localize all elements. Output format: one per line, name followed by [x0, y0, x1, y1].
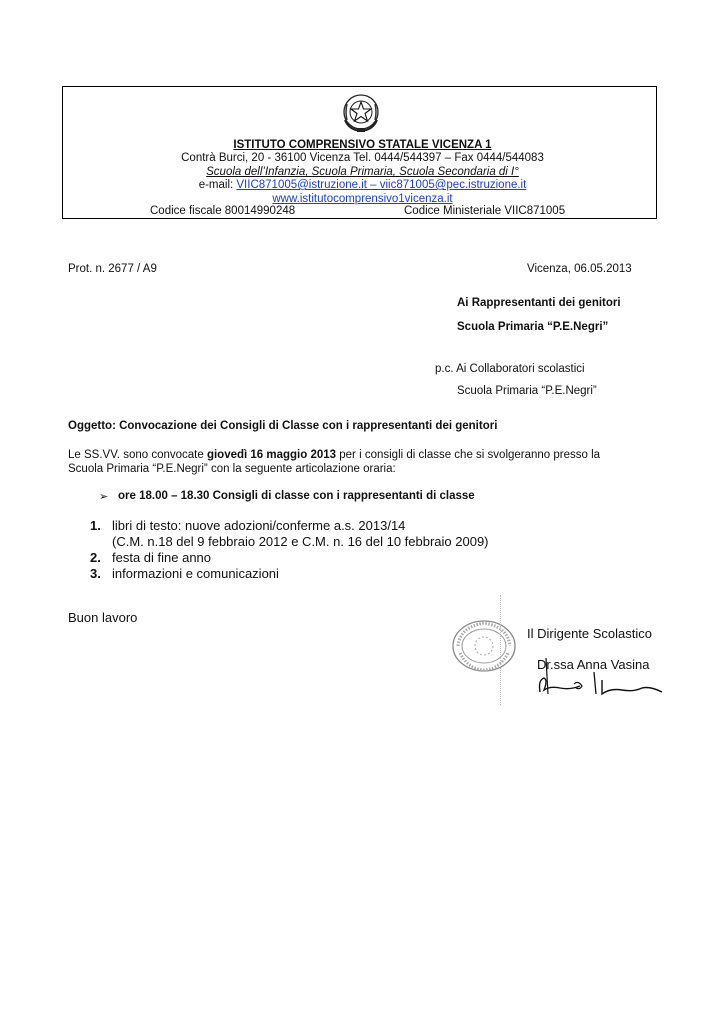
- bullet-arrow-icon: ➢: [99, 491, 109, 503]
- republic-emblem-icon: [339, 90, 383, 134]
- agenda-item: [90, 518, 405, 534]
- scan-mark: [500, 595, 502, 705]
- agenda-number: 3.: [90, 566, 101, 581]
- agenda-text: informazioni e comunicazioni: [112, 566, 279, 581]
- agenda-text: festa di fine anno: [112, 550, 212, 565]
- agenda-number: 2.: [90, 550, 101, 565]
- recipient-line-2: Scuola Primaria “P.E.Negri”: [457, 321, 609, 333]
- email-link[interactable]: VIIC871005@istruzione.it – viic871005@pec.istruzione.it: [236, 179, 527, 191]
- school-stamp-icon: [448, 615, 520, 675]
- fiscal-code: Codice fiscale 80014990248: [150, 205, 296, 217]
- agenda-number: 1.: [90, 518, 101, 533]
- schedule-bullet: ore 18.00 – 18.30 Consigli di classe con i rappresentanti di classe: [118, 490, 475, 502]
- recipient-line-1: Ai Rappresentanti dei genitori: [457, 297, 621, 309]
- subject-line: Oggetto: Convocazione dei Consigli di Classe con i rappresentanti dei genitori: [68, 420, 498, 432]
- email-line: [0, 178, 725, 192]
- address-line: Contrà Burci, 20 - 36100 Vicenza Tel. 0444/544397 – Fax 0444/544083: [181, 152, 544, 164]
- agenda-item-reference: (C.M. n.18 del 9 febbraio 2012 e C.M. n. 16 del 10 febbraio 2009): [112, 534, 489, 549]
- body-paragraph-line-2: Scuola Primaria “P.E.Negri” con la seguente articolazione oraria:: [68, 463, 396, 475]
- handwritten-signature: [530, 650, 670, 700]
- body-paragraph-line-1: [68, 448, 600, 463]
- email-label: e-mail:: [198, 179, 237, 191]
- closing-greeting: Buon lavoro: [68, 610, 138, 625]
- ministry-code: Codice Ministeriale VIIC871005: [404, 205, 566, 217]
- body-text-end: per i consigli di classe che si svolgeranno presso la: [336, 449, 601, 461]
- agenda-text: libri di testo: nuove adozioni/conferme a.s. 2013/14: [112, 518, 406, 533]
- agenda-item: [90, 550, 211, 566]
- institute-name: ISTITUTO COMPRENSIVO STATALE VICENZA 1: [233, 139, 492, 151]
- signatory-name: Dr.ssa Anna Vasina: [537, 657, 650, 672]
- protocol-number: Prot. n. 2677 / A9: [68, 263, 157, 275]
- agenda-item: [90, 566, 279, 582]
- website-line: [0, 192, 725, 206]
- schools-line: [0, 165, 725, 179]
- place-date: Vicenza, 06.05.2013: [527, 263, 632, 275]
- cc-line-1: p.c. Ai Collaboratori scolastici: [435, 363, 585, 375]
- meeting-date: giovedì 16 maggio 2013: [206, 449, 337, 461]
- website-link[interactable]: www.istitutocomprensivo1vicenza.it: [272, 193, 453, 205]
- signature-role: Il Dirigente Scolastico: [527, 626, 652, 641]
- schools-text: Scuola dell’Infanzia, Scuola Primaria, Scuola Secondaria di I°: [206, 166, 519, 178]
- body-text-start: Le SS.VV. sono convocate: [68, 449, 207, 461]
- cc-line-2: Scuola Primaria “P.E.Negri”: [457, 385, 597, 397]
